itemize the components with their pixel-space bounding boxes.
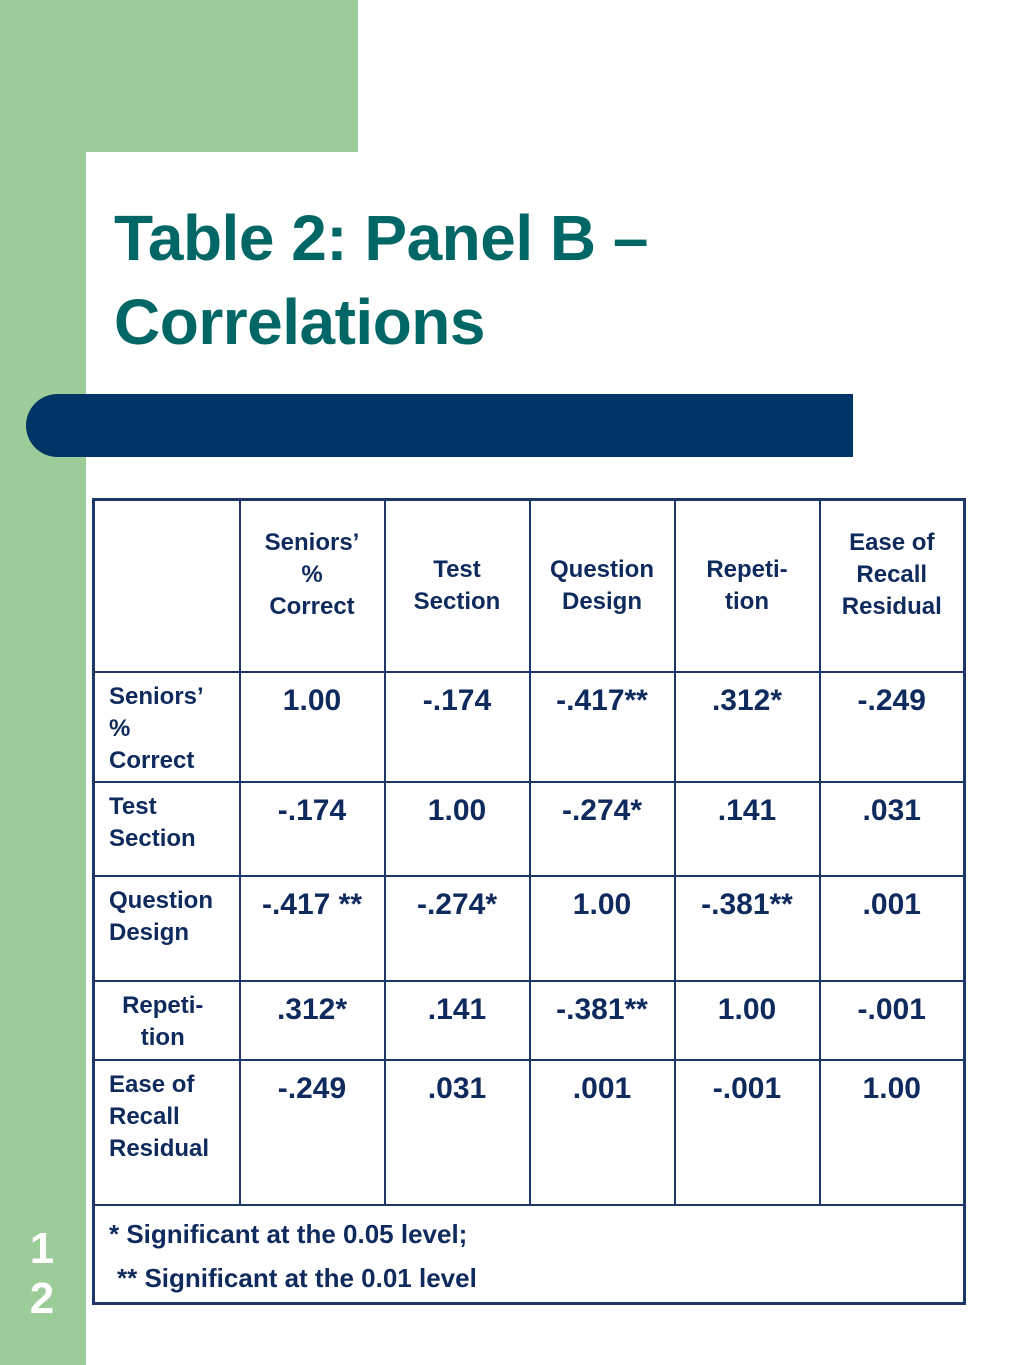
header-text: Repeti- (706, 556, 788, 583)
table-cell: -.174 (240, 782, 385, 876)
header-cell-repetition (675, 500, 820, 673)
row-label-text: Seniors’ (109, 683, 204, 710)
slide-number (22, 1224, 62, 1324)
table-cell: -.001 (675, 1060, 820, 1205)
table-row (94, 876, 965, 981)
table-cell: 1.00 (240, 672, 385, 782)
slide-number-digit-1: 1 (29, 1224, 55, 1273)
header-text: Section (413, 588, 501, 615)
table-cell: -.381** (675, 876, 820, 981)
header-text: Seniors’ (264, 529, 360, 556)
header-cell-ease-of-recall (820, 500, 965, 673)
slide-title (114, 196, 648, 364)
table-row (94, 782, 965, 876)
title-underline-bar (26, 394, 853, 457)
slide-title-line-1: Table 2: Panel B – (114, 202, 648, 274)
table-cell: .001 (530, 1060, 675, 1205)
row-label-text: Test (109, 793, 157, 820)
table-cell: -.174 (385, 672, 530, 782)
header-text: Question (549, 556, 654, 583)
header-text: % (301, 561, 323, 588)
table-cell: -.274* (530, 782, 675, 876)
row-label-repetition (94, 981, 240, 1060)
table-cell: -.417** (530, 672, 675, 782)
table-cell: -.001 (820, 981, 965, 1060)
row-label-test-section (94, 782, 240, 876)
table-cell: .031 (820, 782, 965, 876)
slide-number-digit-2: 2 (29, 1274, 55, 1323)
header-cell-question-design (530, 500, 675, 673)
table-cell: -.274* (385, 876, 530, 981)
row-label-text: Section (109, 825, 196, 852)
slide-title-line-2: Correlations (114, 286, 485, 358)
header-text: Recall (856, 561, 928, 588)
row-label-question-design (94, 876, 240, 981)
row-label-text: Repeti- (122, 992, 204, 1019)
row-label-text: Recall (109, 1103, 180, 1130)
header-text: Design (561, 588, 642, 615)
row-label-text: % (109, 715, 131, 742)
table-row (94, 672, 965, 782)
table-cell: 1.00 (385, 782, 530, 876)
row-label-text: Ease of (109, 1071, 195, 1098)
row-label-text: Design (109, 919, 190, 946)
row-label-ease-of-recall (94, 1060, 240, 1205)
header-text: Ease of (849, 529, 935, 556)
table-cell: -.249 (240, 1060, 385, 1205)
header-cell-empty (94, 500, 240, 673)
table-row (94, 981, 965, 1060)
table-cell: 1.00 (675, 981, 820, 1060)
table-cell: -.381** (530, 981, 675, 1060)
row-label-seniors-correct (94, 672, 240, 782)
table-cell: .312* (675, 672, 820, 782)
row-label-text: Question (109, 887, 214, 914)
header-text: Residual (841, 593, 942, 620)
table-cell: -.417 ** (240, 876, 385, 981)
header-cell-seniors-correct (240, 500, 385, 673)
footnote-line-2: ** Significant at the 0.01 level (117, 1263, 477, 1293)
correlation-table (92, 498, 966, 1305)
row-label-text: tion (140, 1024, 185, 1051)
table-cell: .141 (675, 782, 820, 876)
header-cell-test-section (385, 500, 530, 673)
table-cell: .141 (385, 981, 530, 1060)
header-text: Correct (269, 593, 355, 620)
footnote-line-1: * Significant at the 0.05 level; (109, 1219, 468, 1249)
row-label-text: Residual (109, 1135, 210, 1162)
table-cell: .031 (385, 1060, 530, 1205)
table-cell: .001 (820, 876, 965, 981)
table-row (94, 1060, 965, 1205)
green-side-strip (0, 0, 86, 1365)
green-top-block (0, 0, 358, 152)
row-label-text: Correct (109, 747, 195, 774)
table-header-row (94, 500, 965, 673)
footnote-row (94, 1205, 965, 1304)
table-cell: 1.00 (820, 1060, 965, 1205)
significance-footnote (94, 1205, 965, 1304)
header-text: tion (725, 588, 769, 615)
header-text: Test (433, 556, 481, 583)
table-cell: .312* (240, 981, 385, 1060)
table-cell: -.249 (820, 672, 965, 782)
table-cell: 1.00 (530, 876, 675, 981)
